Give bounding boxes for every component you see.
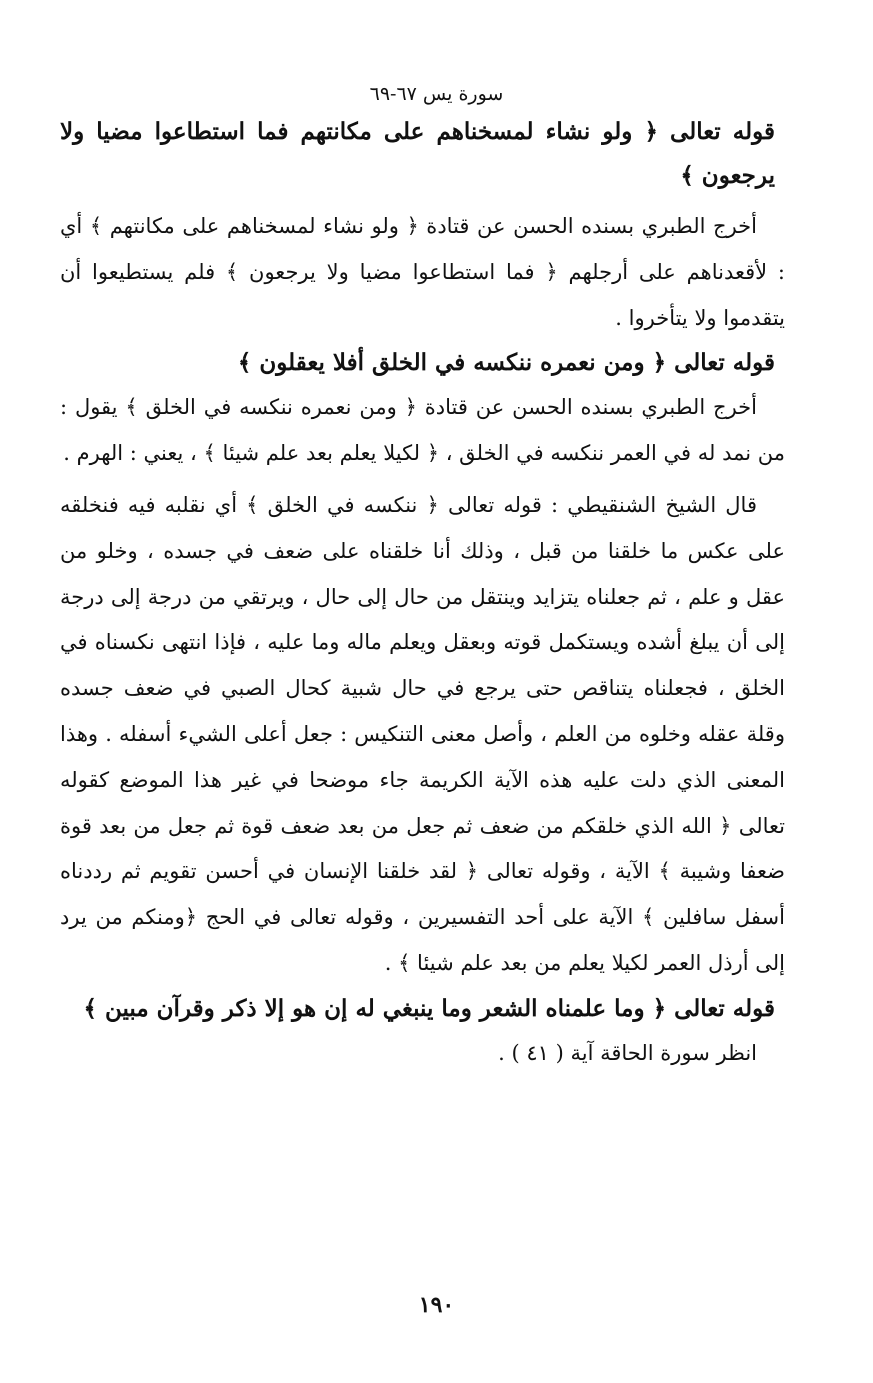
commentary-paragraph-3: قال الشيخ الشنقيطي : قوله تعالى ﴿ ننكسه في الخلق ﴾ أي نقلبه فيه فنخلقه على عكس ما خلقنا من قبل ، وذلك أنا خلقناه على ضعف في جسده ، وخلو من عقل و علم ، ثم جعلناه يتزايد وينتقل من حال إلى حال ، ويرتقي من درجة إلى درجة إلى أن يبلغ أشده ويستكمل قوته وبعقل ويعلم ماله وما عليه ، فإذا انتهى نكسناه في الخلق ، فجعلناه يتناقص حتى يرجع في حال شبية كحال الصبي في ضعف جسده وقلة عقله وخلوه من العلم ، وأصل معنى التنكيس : جعل أعلى الشيء أسفله . وهذا المعنى الذي دلت عليه هذه الآية الكريمة جاء موضحا في غير هذا الموضع كقوله تعالى ﴿ الله الذي خلقكم من ضعف ثم جعل من بعد ضعف قوة ثم جعل من بعد قوة ضعفا وشيبة ﴾ الآية ، وقوله تعالى ﴿ لقد خلقنا الإنسان في أحسن تقويم ثم رددناه أسفل سافلين ﴾ الآية على أحد التفسيرين ، وقوله تعالى في الحج ﴿ومنكم من يرد إلى أرذل العمر لكيلا يعلم من بعد علم شيئا ﴾ .: [60, 492, 785, 975]
commentary-paragraph-1: أخرج الطبري بسنده الحسن عن قتادة ﴿ ولو نشاء لمسخناهم على مكانتهم ﴾ أي : لأقعدناهم على أرجلهم ﴿ فما استطاعوا مضيا ولا يرجعون ﴾ فلم يستطيعوا أن يتقدموا ولا يتأخروا .: [60, 214, 785, 330]
verse-heading-1: قوله تعالى ﴿ ولو نشاء لمسخناهم على مكانتهم فما استطاعوا مضيا ولا يرجعون ﴾: [60, 118, 775, 189]
page-number: ١٩٠: [418, 1292, 455, 1318]
verse-heading-2: قوله تعالى ﴿ ومن نعمره ننكسه في الخلق أفلا يعقلون ﴾: [237, 349, 775, 377]
page-body: [60, 110, 785, 1077]
running-header: سورة يس ٦٧-٦٩: [369, 83, 504, 105]
verse-heading-3: قوله تعالى ﴿ وما علمناه الشعر وما ينبغي له إن هو إلا ذكر وقرآن مبين ﴾: [83, 994, 775, 1022]
commentary-paragraph-4: انظر سورة الحاقة آية ( ٤١ ) .: [498, 1040, 757, 1065]
commentary-paragraph-2: أخرج الطبري بسنده الحسن عن قتادة ﴿ ومن نعمره ننكسه في الخلق ﴾ يقول : من نمد له في العمر ننكسه في الخلق ، ﴿ لكيلا يعلم بعد علم شيئا ﴾ ، يعني : الهرم .: [60, 395, 785, 466]
